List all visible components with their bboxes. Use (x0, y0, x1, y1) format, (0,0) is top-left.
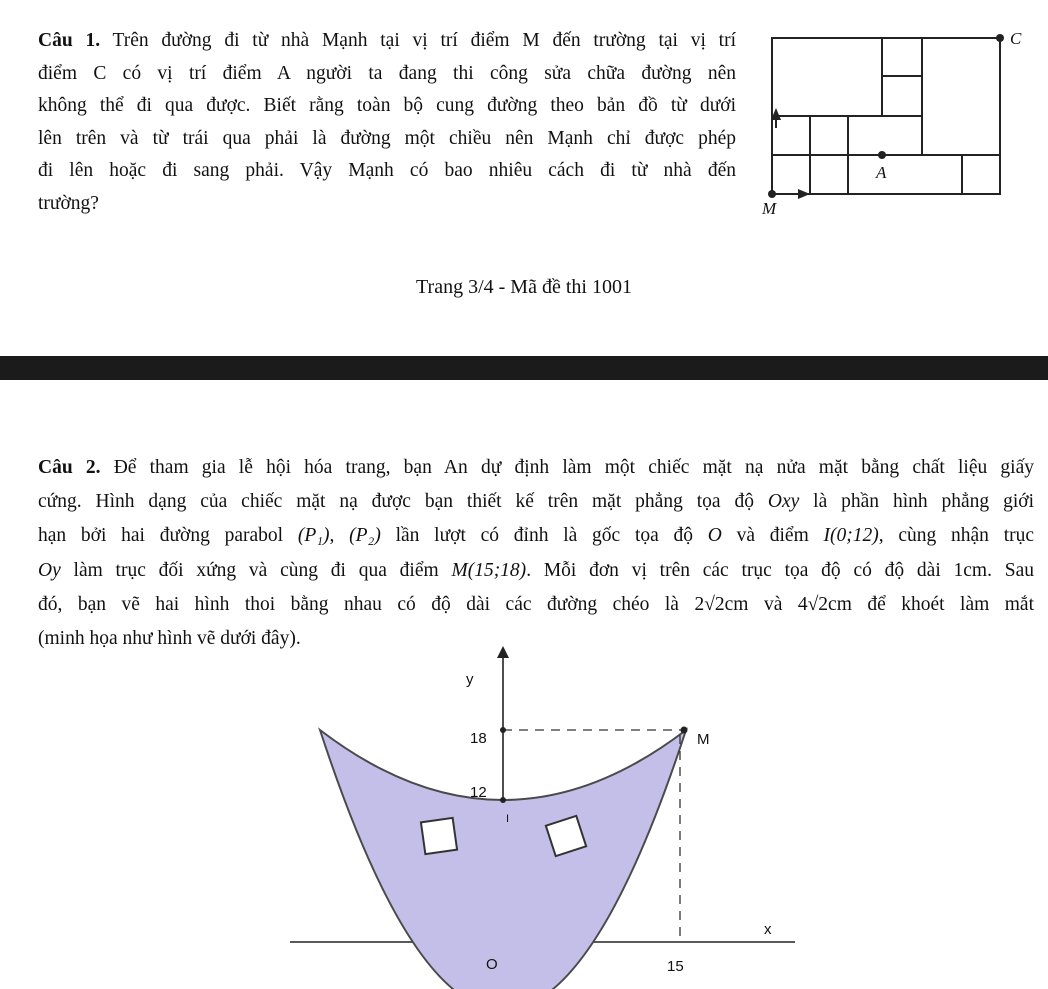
diagonal-1: 2√2cm (694, 593, 749, 615)
point-C-marker (996, 34, 1004, 42)
point-I-label: I (506, 813, 510, 825)
point-M-label: M (697, 731, 710, 748)
label-A: A (876, 163, 887, 182)
mask-graph (280, 640, 800, 989)
tick-12-label: 12 (470, 784, 487, 801)
q1-line-6: trường? (38, 192, 99, 214)
label-M: M (762, 199, 777, 218)
q1-line-3: không thể đi qua được. Biết rằng toàn bộ cung đường theo bản đồ từ dưới (38, 95, 736, 116)
q2-line-4: Oy làm trục đối xứng và cùng đi qua điểm M(15;18). Mỗi đơn vị trên các trục tọa độ có độ dài 1cm. Sau (38, 559, 1034, 581)
q2-line-5: đó, bạn vẽ hai hình thoi bằng nhau có độ dài các đường chéo là 2√2cm và 4√2cm để khoét làm mắt (38, 593, 1035, 615)
point-M-marker (768, 190, 776, 198)
question-1 (38, 24, 736, 219)
q1-line-4: lên trên và từ trái qua phải là đường một chiều nên Mạnh chỉ được phép (38, 127, 736, 149)
point-I-marker (500, 797, 506, 803)
x-axis-label: x (764, 921, 772, 938)
q1-line-1: Câu 1. Trên đường đi từ nhà Mạnh tại vị trí điểm M đến trường tại vị trí (38, 30, 736, 51)
question-2 (38, 451, 1034, 656)
label-C: C (1010, 29, 1022, 48)
page-footer: Trang 3/4 - Mã đề thi 1001 (416, 276, 632, 298)
q2-line-1: Câu 2. Để tham gia lễ hội hóa trang, bạn An dự định làm một chiếc mặt nạ nửa mặt bằng chất liệu giấy (38, 457, 1034, 478)
diagonal-2: 4√2cm (797, 593, 852, 615)
y-axis-label: y (466, 671, 474, 688)
point-18-marker (500, 727, 506, 733)
q2-line-3: hạn bởi hai đường parabol (P₁), (P₂) lần lượt có đỉnh là gốc tọa độ O và điểm I(0;12), cùng nhận trục (38, 525, 1035, 547)
left-eye-rhombus (421, 818, 457, 854)
q1-line-5: đi lên hoặc đi sang phải. Vậy Mạnh có bao nhiêu cách đi từ nhà đến (38, 160, 736, 181)
origin-label: O (486, 956, 498, 973)
parabol-P2: (P₂) (349, 525, 381, 547)
point-M-marker (681, 727, 688, 734)
parabol-P1: (P₁) (297, 525, 330, 547)
q2-line-6: (minh họa như hình vẽ dưới đây). (38, 627, 301, 649)
page-separator-band (0, 356, 1048, 380)
point-A-marker (878, 151, 886, 159)
road-map-figure (740, 20, 1040, 220)
q1-line-2: điểm C có vị trí điểm A người ta đang thi công sửa chữa đường nên (38, 62, 736, 84)
tick-15-label: 15 (667, 958, 684, 975)
tick-18-label: 18 (470, 730, 487, 747)
q2-line-2: cứng. Hình dạng của chiếc mặt nạ được bạn thiết kế trên mặt phẳng tọa độ Oxy là phần hình phẳng giới (38, 491, 1034, 513)
